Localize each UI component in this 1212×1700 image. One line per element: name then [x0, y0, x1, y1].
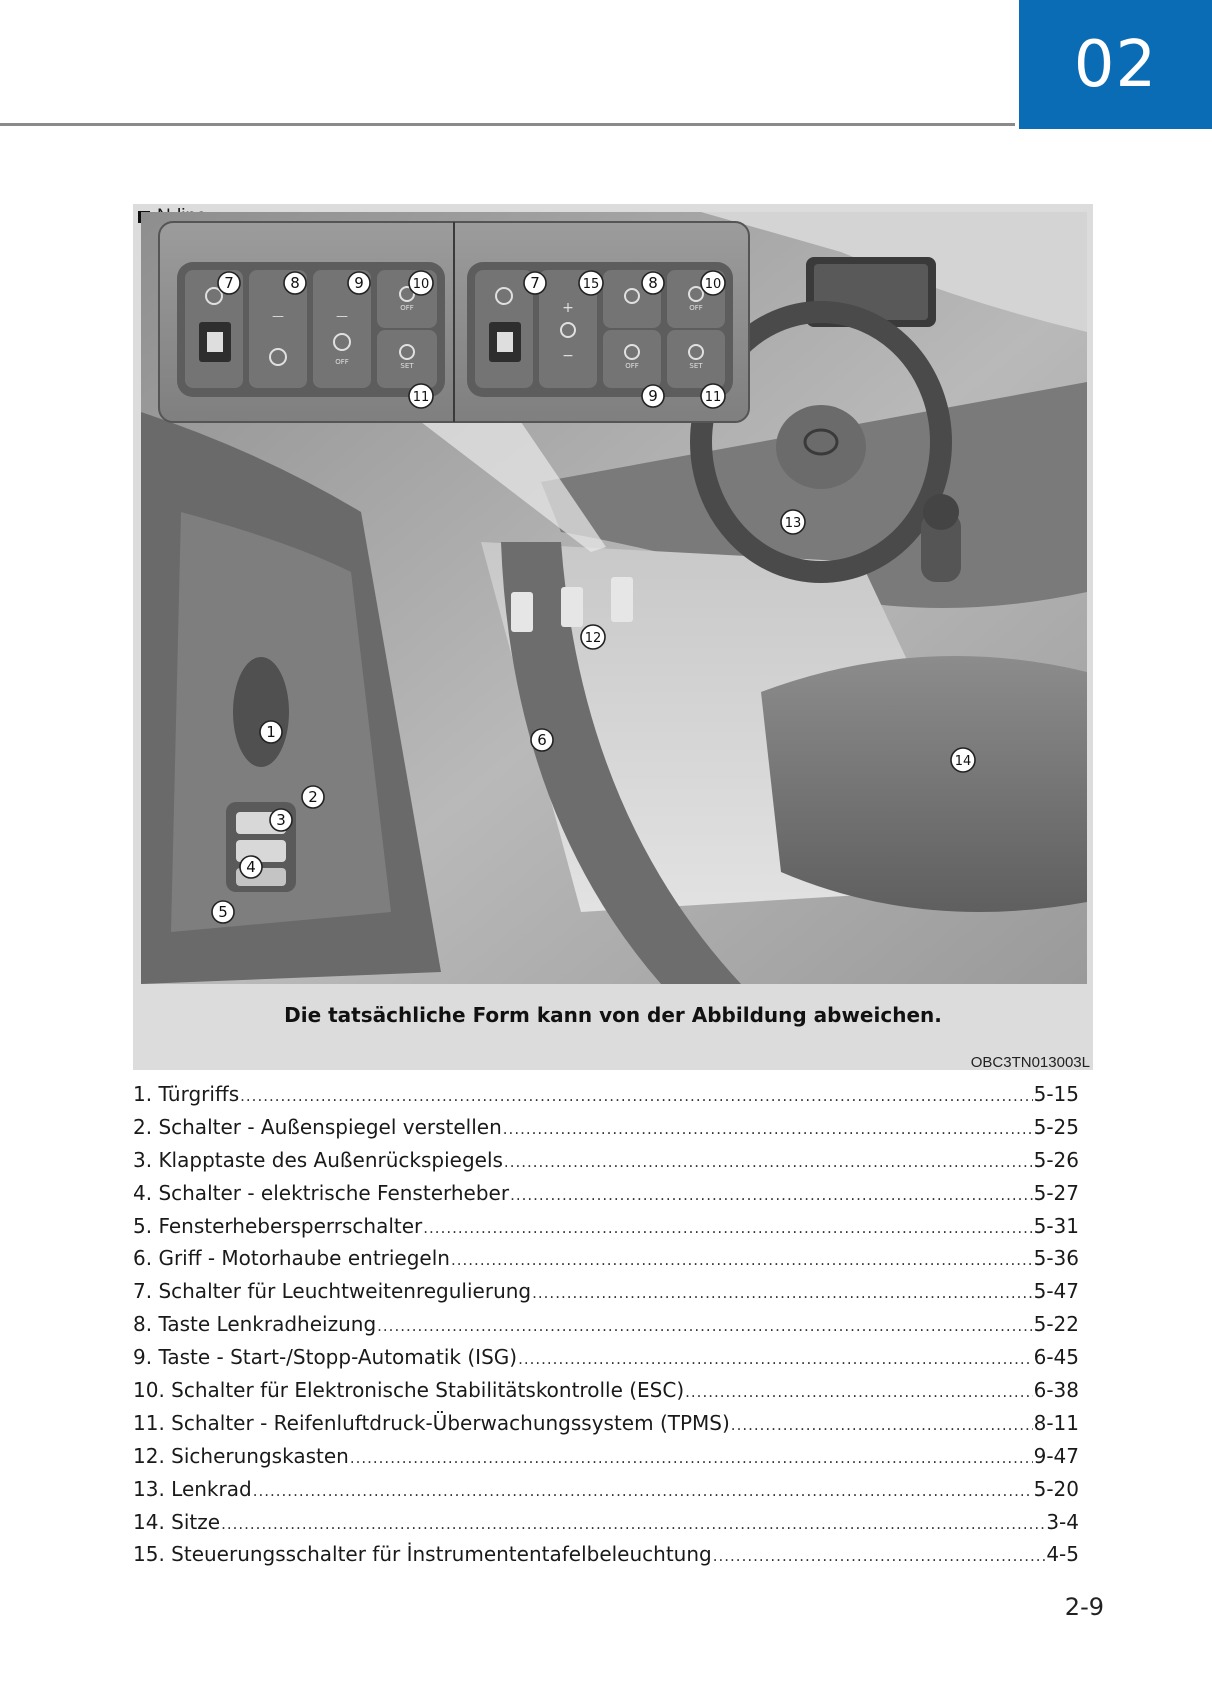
toc-item-page: 5-31 — [1033, 1213, 1079, 1238]
callout-9-right: 9 — [648, 387, 658, 405]
callout-10-left: 10 — [412, 277, 430, 292]
toc-item-label: 8. Taste Lenkradheizung — [133, 1312, 377, 1337]
toc-item-label: 10. Schalter für Elektronische Stabilitätskontrolle (ESC) — [133, 1378, 685, 1403]
toc-item-page: 5-36 — [1033, 1246, 1079, 1271]
driver-seat — [761, 656, 1087, 912]
callout-3: 3 — [276, 811, 286, 829]
callout-15: 15 — [582, 277, 600, 292]
callout-13: 13 — [784, 516, 802, 531]
toc-leader — [713, 1547, 1046, 1565]
left-heated-wheel-mark: — — [272, 309, 284, 323]
pedal-clutch — [511, 592, 533, 632]
toc-leader — [423, 1219, 1032, 1237]
toc-item-page: 6-38 — [1033, 1378, 1079, 1403]
toc-leader — [221, 1515, 1045, 1533]
toc-item-label: 11. Schalter - Reifenluftdruck-Überwachungssystem (TPMS) — [133, 1410, 730, 1435]
toc-leader — [685, 1383, 1032, 1401]
toc-leader — [350, 1449, 1033, 1467]
toc-item-page: 6-45 — [1033, 1345, 1079, 1370]
toc-item-page: 9-47 — [1033, 1443, 1079, 1468]
toc-item-page: 8-11 — [1033, 1410, 1079, 1435]
toc-item — [133, 1444, 1079, 1477]
toc-item — [133, 1411, 1079, 1444]
toc-leader — [240, 1087, 1032, 1105]
header-rule — [0, 123, 1015, 126]
left-esc-off-label: OFF — [400, 304, 414, 312]
pedal-gas — [611, 577, 633, 622]
toc-list — [133, 1082, 1079, 1575]
toc-item-page: 5-26 — [1033, 1147, 1079, 1172]
toc-item-label: 6. Griff - Motorhaube entriegeln — [133, 1246, 450, 1271]
toc-leader — [451, 1251, 1033, 1269]
toc-item-page: 4-5 — [1046, 1542, 1079, 1567]
toc-item — [133, 1345, 1079, 1378]
toc-item — [133, 1378, 1079, 1411]
page-number: 2-9 — [1064, 1593, 1104, 1621]
toc-item-label: 7. Schalter für Leuchtweitenregulierung — [133, 1279, 532, 1304]
toc-item — [133, 1115, 1079, 1148]
image-code: OBC3TN013003L — [970, 1054, 1090, 1071]
toc-leader — [503, 1120, 1033, 1138]
right-tpms-set-label: SET — [689, 362, 703, 370]
figure-caption: Die tatsächliche Form kann von der Abbildung abweichen. — [284, 1003, 942, 1027]
right-isg-off-label: OFF — [625, 362, 639, 370]
door-handle — [233, 657, 289, 767]
callout-8-right: 8 — [648, 274, 658, 292]
callout-14: 14 — [954, 754, 972, 769]
toc-item-label: 14. Sitze — [133, 1509, 221, 1534]
toc-leader — [504, 1153, 1033, 1171]
callout-7-right: 7 — [530, 274, 540, 292]
toc-item — [133, 1510, 1079, 1543]
steering-hub — [776, 405, 866, 489]
callout-12: 12 — [584, 631, 602, 646]
toc-item — [133, 1148, 1079, 1181]
toc-leader — [518, 1350, 1033, 1368]
toc-item — [133, 1477, 1079, 1510]
right-esc-off-label: OFF — [689, 304, 703, 312]
callout-9-left: 9 — [354, 274, 364, 292]
toc-item — [133, 1279, 1079, 1312]
toc-leader — [377, 1317, 1032, 1335]
toc-item-label: 5. Fensterhebersperrschalter — [133, 1213, 423, 1238]
toc-leader — [532, 1284, 1032, 1302]
callout-2: 2 — [308, 788, 318, 806]
toc-item-page: 5-15 — [1033, 1082, 1079, 1106]
right-brightness-minus: − — [562, 348, 574, 364]
callout-11-left: 11 — [412, 390, 430, 405]
callout-7-left: 7 — [224, 274, 234, 292]
car-interior-illustration — [141, 212, 1087, 984]
toc-item — [133, 1181, 1079, 1214]
toc-item — [133, 1082, 1079, 1115]
switch-panel-left — [177, 262, 445, 397]
callout-5: 5 — [218, 903, 228, 921]
toc-item-label: 2. Schalter - Außenspiegel verstellen — [133, 1114, 502, 1139]
callout-6: 6 — [537, 731, 547, 749]
callout-8-left: 8 — [290, 274, 300, 292]
callout-10-right: 10 — [704, 277, 722, 292]
gear-knob — [923, 494, 959, 530]
toc-item-page: 5-27 — [1033, 1180, 1079, 1205]
toc-item-page: 5-22 — [1033, 1312, 1079, 1337]
toc-item — [133, 1542, 1079, 1575]
left-tpms-set-label: SET — [400, 362, 414, 370]
left-isg-mark: — — [336, 309, 348, 323]
toc-item-label: 4. Schalter - elektrische Fensterheber — [133, 1180, 510, 1205]
toc-leader — [253, 1482, 1033, 1500]
callout-11-right: 11 — [704, 390, 722, 405]
toc-leader — [731, 1416, 1033, 1434]
callout-1: 1 — [266, 723, 276, 741]
chapter-tab: 02 — [1019, 0, 1212, 129]
toc-leader — [510, 1186, 1033, 1204]
toc-item — [133, 1214, 1079, 1247]
pedal-brake — [561, 587, 583, 627]
toc-item-label: 13. Lenkrad — [133, 1476, 252, 1501]
toc-item-label: 9. Taste - Start-/Stopp-Automatik (ISG) — [133, 1345, 518, 1370]
toc-item-label: 1. Türgriffs — [133, 1082, 240, 1106]
toc-item — [133, 1246, 1079, 1279]
toc-item — [133, 1312, 1079, 1345]
toc-item-page: 5-25 — [1033, 1114, 1079, 1139]
left-isg-off-label: OFF — [335, 358, 349, 366]
callout-4: 4 — [246, 858, 256, 876]
toc-item-page: 3-4 — [1046, 1509, 1079, 1534]
toc-item-label: 12. Sicherungskasten — [133, 1443, 349, 1468]
right-brightness-plus: + — [562, 300, 574, 316]
toc-item-page: 5-20 — [1033, 1476, 1079, 1501]
toc-item-label: 3. Klapptaste des Außenrückspiegels — [133, 1147, 503, 1172]
toc-item-label: 15. Steuerungsschalter für İnstrumententafelbeleuchtung — [133, 1542, 712, 1567]
toc-item-page: 5-47 — [1033, 1279, 1079, 1304]
